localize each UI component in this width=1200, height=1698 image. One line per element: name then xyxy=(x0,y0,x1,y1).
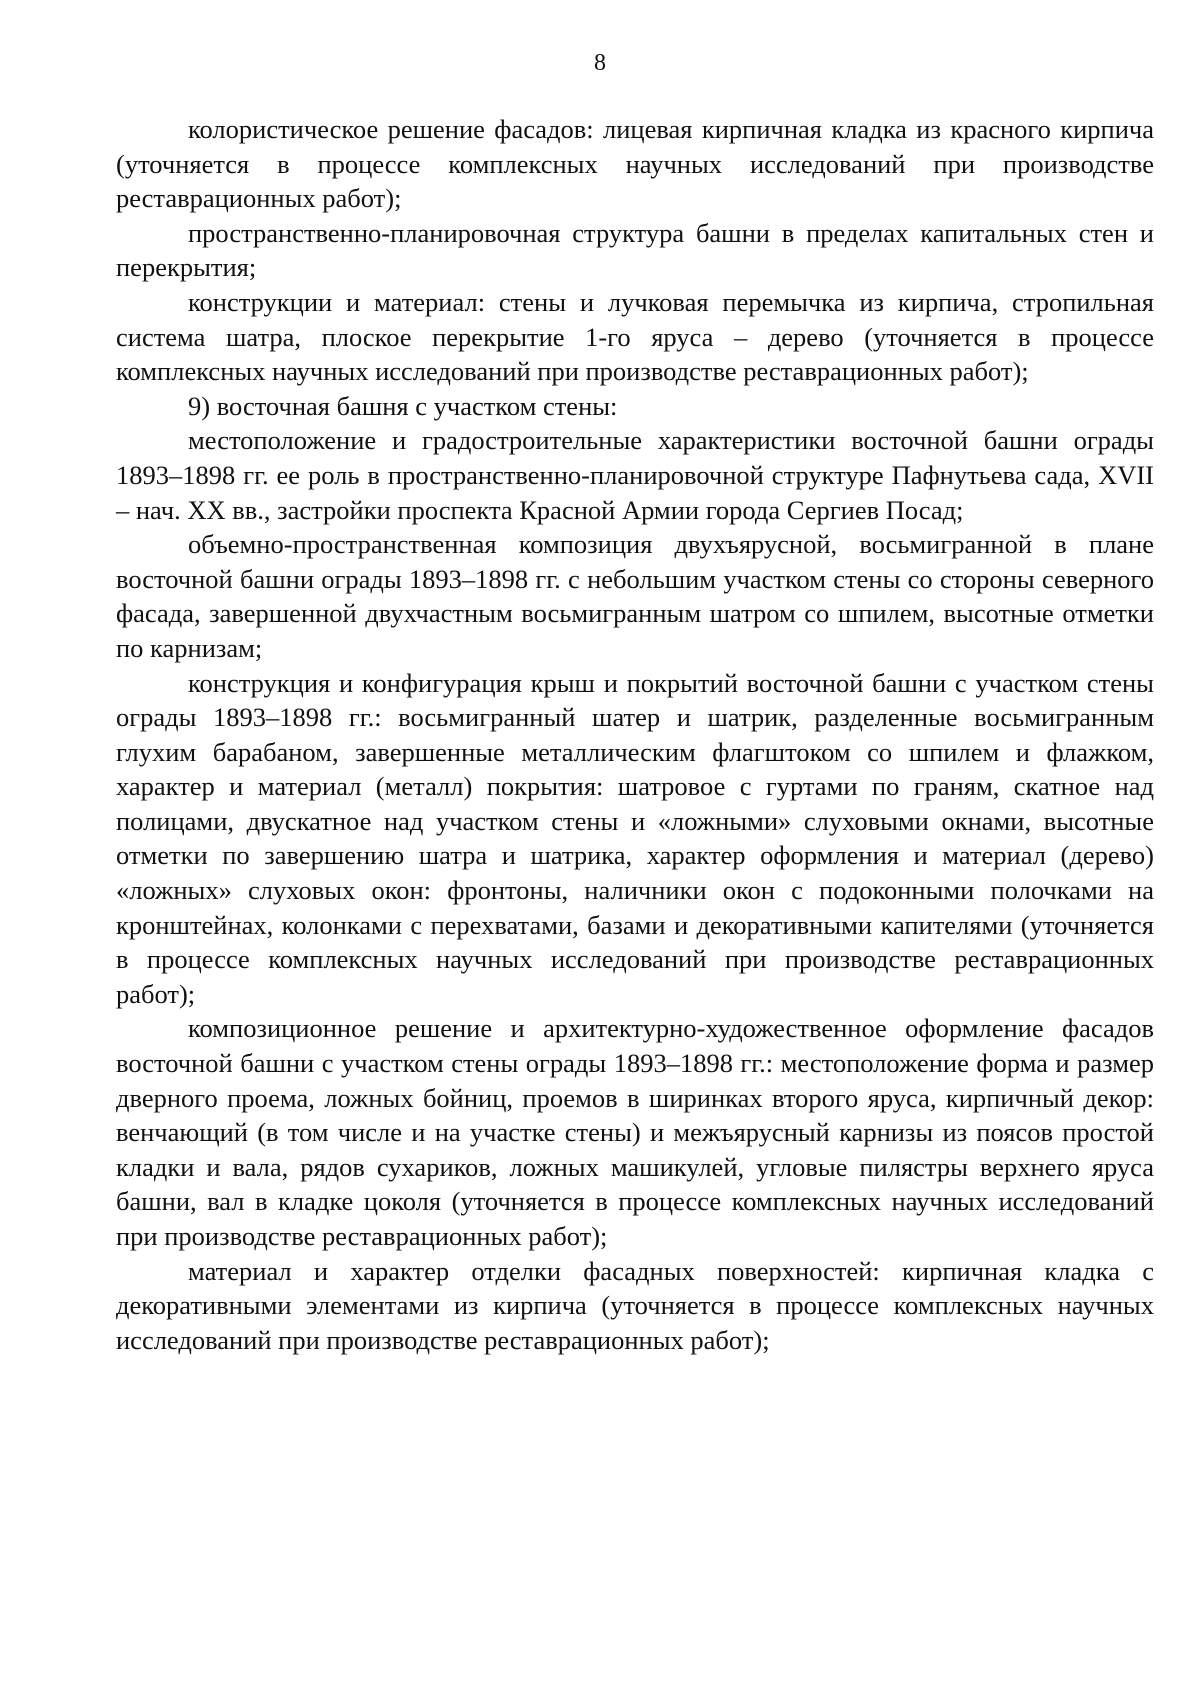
document-body xyxy=(116,112,1154,1357)
paragraph-item-9-heading: 9) восточная башня с участком стены: xyxy=(188,390,618,421)
paragraph-location-characteristics: местоположение и градостроительные характеристики восточной башни ограды 1893–1898 гг. ее роль в пространственно-планировочной структуре Пафнутьева сада, XVII – нач. XX вв., застройки проспекта Красной Армии города Сергиев Посад; xyxy=(116,425,1154,525)
paragraph-roof-construction: конструкция и конфигурация крыш и покрытий восточной башни с участком стены ограды 1893–1898 гг.: восьмигранный шатер и шатрик, разделенные восьмигранным глухим барабаном, завершенные металлическим флагштоком со шпилем и флажком, характер и материал (металл) покрытия: шатровое с гуртами по граням, скатное над полицами, двускатное над участком стены и «ложными» слуховыми окнами, высотные отметки по завершению шатра и шатрика, характер оформления и материал (дерево) «ложных» слуховых окон: фронтоны, наличники окон с подоконными полочками на кронштейнах, колонками с перехватами, базами и декоративными капителями (уточняется в процессе комплексных научных исследований при производстве реставрационных работ); xyxy=(116,667,1154,1009)
paragraph-planning-structure: пространственно-планировочная структура башни в пределах капитальных стен и перекрытия; xyxy=(116,217,1154,283)
paragraph-volume-composition: объемно-пространственная композиция двухъярусной, восьмигранной в плане восточной башни ограды 1893–1898 гг. с небольшим участком стены со стороны северного фасада, завершенной двухчастным восьмигранным шатром со шпилем, высотные отметки по карнизам; xyxy=(116,529,1154,663)
paragraph-facade-coloring: колористическое решение фасадов: лицевая кирпичная кладка из красного кирпича (уточняется в процессе комплексных научных исследований при производстве реставрационных работ); xyxy=(116,114,1154,214)
paragraph-facade-composition: композиционное решение и архитектурно-художественное оформление фасадов восточной башни с участком стены ограды 1893–1898 гг.: местоположение форма и размер дверного проема, ложных бойниц, проемов в ширинках второго яруса, кирпичный декор: венчающий (в том числе и на участке стены) и межъярусный карнизы из поясов простой кладки и вала, рядов сухариков, ложных машикулей, угловые пилястры верхнего яруса башни, вал в кладке цоколя (уточняется в процессе комплексных научных исследований при производстве реставрационных работ); xyxy=(116,1013,1154,1251)
paragraph-surface-finish: материал и характер отделки фасадных поверхностей: кирпичная кладка с декоративными элементами из кирпича (уточняется в процессе комплексных научных исследований при производстве реставрационных работ); xyxy=(116,1255,1154,1355)
paragraph-constructions-material: конструкции и материал: стены и лучковая перемычка из кирпича, стропильная система шатра, плоское перекрытие 1-го яруса – дерево (уточняется в процессе комплексных научных исследований при производстве реставрационных работ); xyxy=(116,286,1154,387)
page-number: 8 xyxy=(594,50,606,76)
